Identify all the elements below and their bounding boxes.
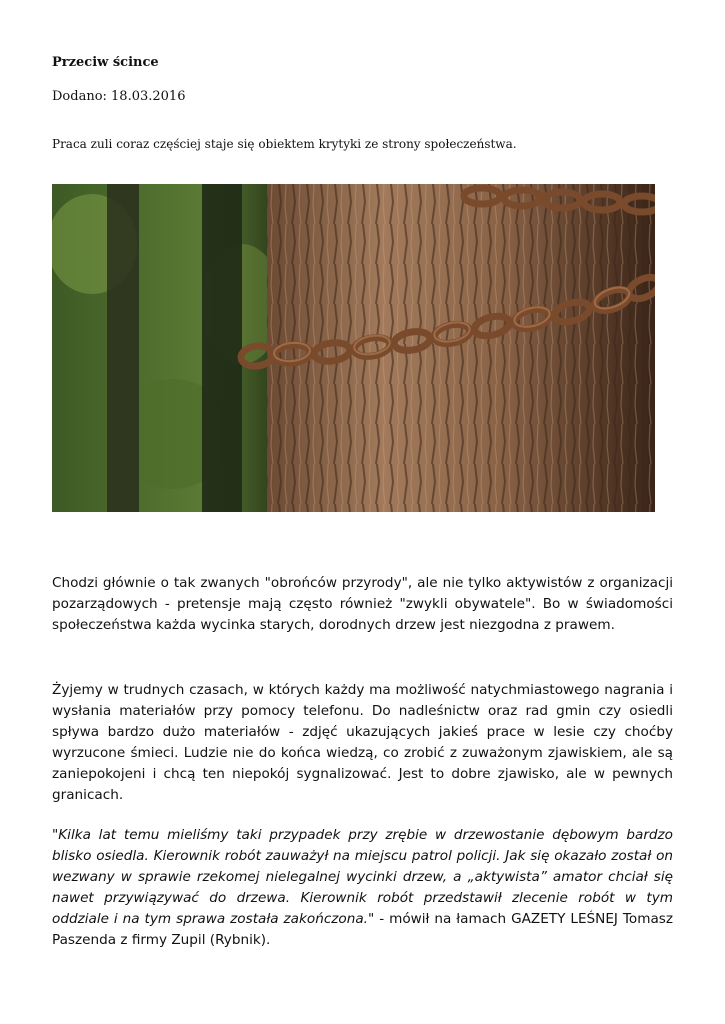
page-title: Przeciw ścince [52, 55, 159, 70]
article-photo [52, 184, 655, 512]
quote-text: Kilka lat temu mieliśmy taki przypadek przy zrębie w drzewostanie dębowym bardzo blisko osiedla. Kierownik robót zauważył na miejscu patrol policji. Jak się okazało został on wezwany w sprawie rzekomej nielegalnej wycinki drzew, a „aktywista” amator chciał się nawet przywiązywać do drzewa. Kierownik robót przedstawił zlecenie robót w tym oddziale i na tym sprawa została zakończona. [52, 827, 673, 927]
quote-open-mark: " [52, 827, 59, 843]
paragraph-2: Żyjemy w trudnych czasach, w których każdy ma możliwość natychmiastowego nagrania i wysłania materiałów przy pomocy telefonu. Do nadleśnictw oraz rad gmin czy osiedli spływa bardzo dużo materiałów - zdjęć ukazujących jakieś prace w lesie czy choćby wyrzucone śmieci. Ludzie nie do końca wiedzą, co zrobić z zuważonym zjawiskiem, ale są zaniepokojeni i chcą ten niepokój sygnalizować. Jest to dobre zjawisko, ale w pewnych granicach. [52, 682, 673, 803]
publish-date: Dodano: 18.03.2016 [52, 89, 186, 104]
paragraph-1: Chodzi głównie o tak zwanych "obrońców przyrody", ale nie tylko aktywistów z organizacji pozarządowych - pretensje mają często również "zwykli obywatele". Bo w świadomości społeczeństwa każda wycinka starych, dorodnych drzew jest niezgodna z prawem. [52, 575, 673, 633]
quote-paragraph [52, 825, 673, 951]
quote-attribution: " - mówił na łamach GAZETY LEŚNEJ Tomasz Paszenda z firmy Zupil (Rybnik). [52, 911, 673, 948]
lead-text: Praca zuli coraz częściej staje się obiektem krytyki ze strony społeczeństwa. [52, 137, 517, 151]
